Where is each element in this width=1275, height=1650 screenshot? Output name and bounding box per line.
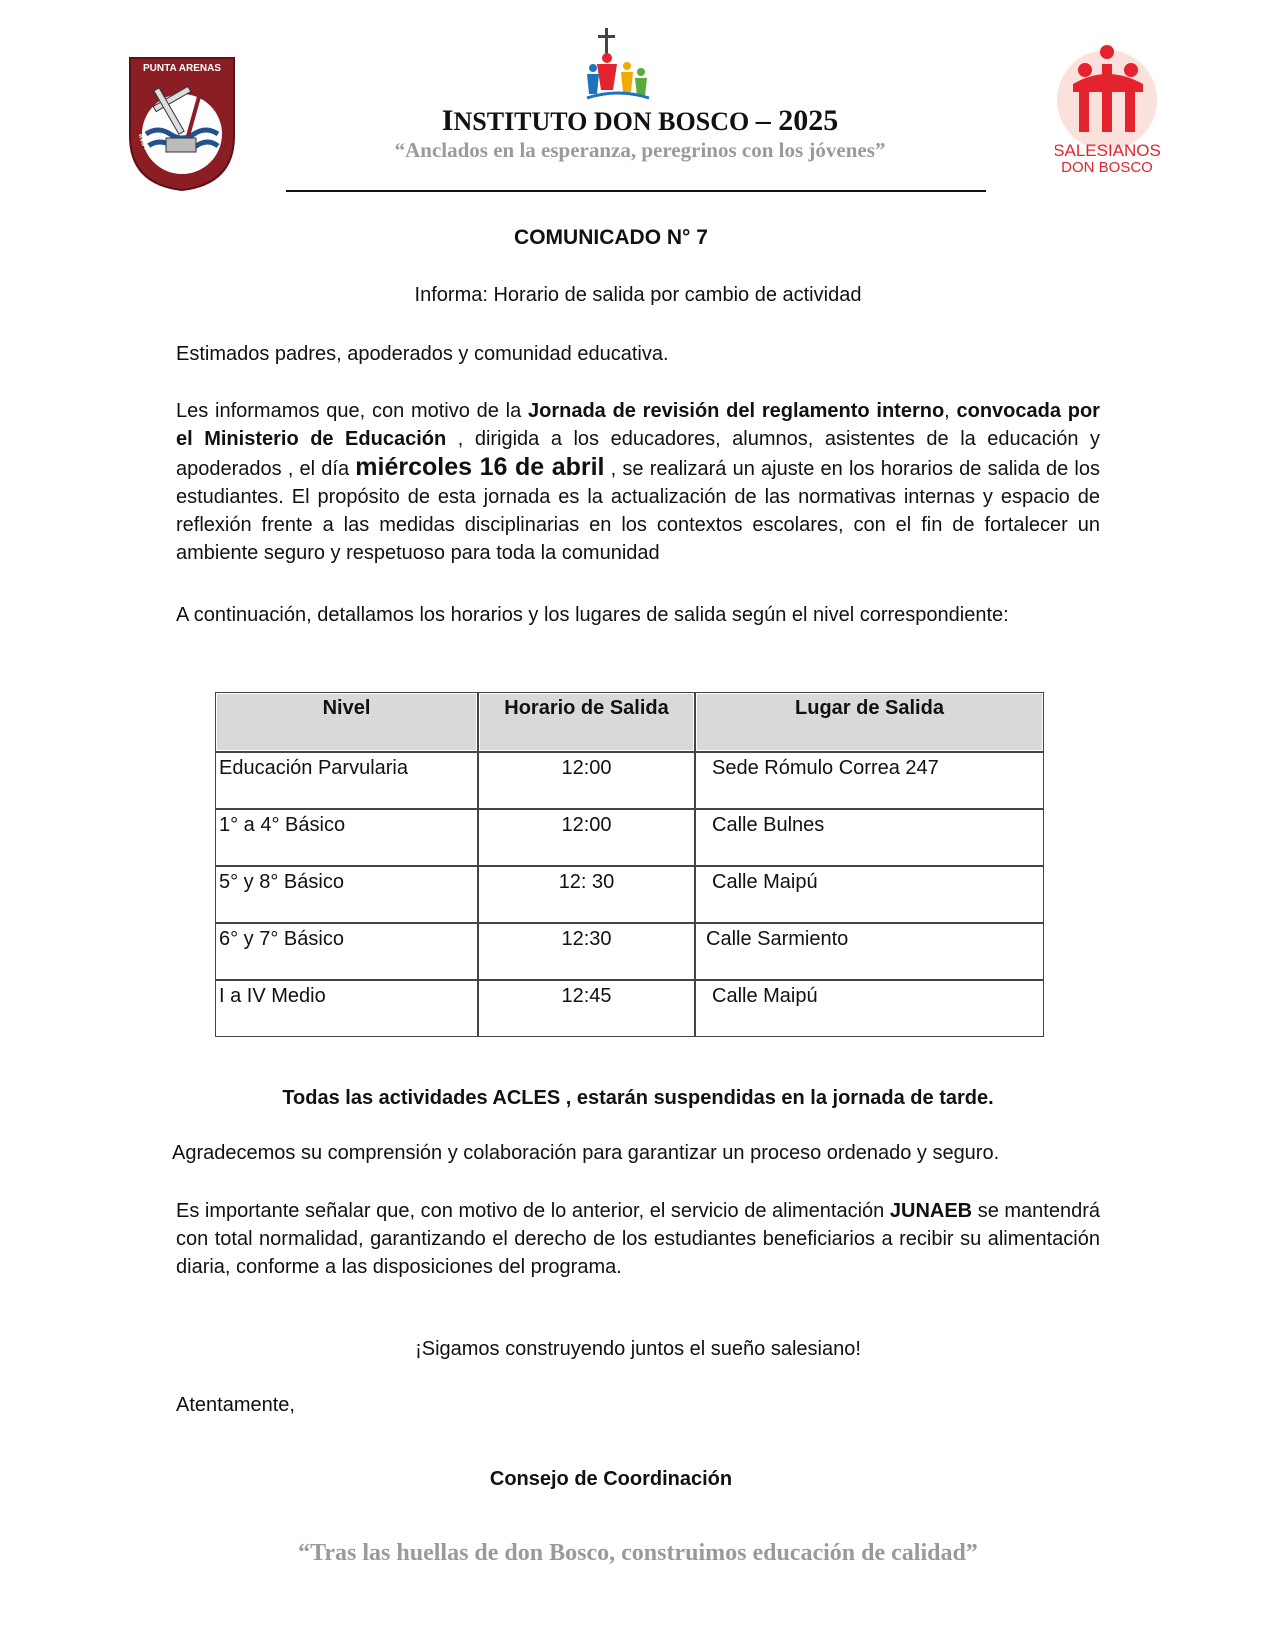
document-title: COMUNICADO N° 7 <box>514 226 708 249</box>
signature: Consejo de Coordinación <box>489 1468 733 1490</box>
cell-nivel: 5° y 8° Básico <box>215 866 478 923</box>
cell-nivel: I a IV Medio <box>215 980 478 1037</box>
cell-lugar: Calle Maipú <box>695 866 1044 923</box>
cell-lugar: Sede Rómulo Correa 247 <box>695 752 1044 809</box>
intro-paragraph: Les informamos que, con motivo de la Jornada de revisión del reglamento interno, convocada por el Ministerio de Educación , dirigida a los educadores, alumnos, asistentes de la educación y apoderados , el día miércoles 16 de abril , se realizará un ajuste en los horarios de salida de los estudiantes. El propósito de esta jornada es la actualización de las normativas internas y espacio de reflexión frente a las medidas disciplinarias en los contextos escolares, con el fin de fortalecer un ambiente seguro y respetuoso para toda la comunidad <box>176 400 1101 564</box>
cell-horario: 12: 30 <box>478 866 695 923</box>
greeting: Estimados padres, apoderados y comunidad educativa. <box>176 343 669 365</box>
school-name-heading <box>290 104 990 138</box>
thanks-paragraph: Agradecemos su comprensión y colaboración para garantizar un proceso ordenado y seguro. <box>172 1142 1000 1164</box>
cell-horario: 12:45 <box>478 980 695 1037</box>
table-row <box>215 980 1044 1037</box>
closing-phrase: ¡Sigamos construyendo juntos el sueño salesiano! <box>415 1338 861 1360</box>
header-lugar: Lugar de Salida <box>695 692 1044 752</box>
table-row <box>215 809 1044 866</box>
salesianos-text: SALESIANOS <box>1055 141 1161 160</box>
cell-nivel: 1° a 4° Básico <box>215 809 478 866</box>
jornada-bold: Jornada de revisión del reglamento interno <box>528 400 945 422</box>
exit-schedule-table <box>215 692 1044 1037</box>
school-name-initial: I <box>441 104 454 137</box>
junaeb-bold: JUNAEB <box>889 1200 973 1222</box>
school-motto: “Anclados en la esperanza, peregrinos con los jóvenes” <box>394 138 886 162</box>
junaeb-paragraph: Es importante señalar que, con motivo de lo anterior, el servicio de alimentación JUNAEB se mantendrá con total normalidad, garantizando el derecho de los estudiantes beneficiarios a recibir su alimentación diaria, conforme a las disposiciones del programa. <box>176 1200 1100 1278</box>
cell-nivel: Educación Parvularia <box>215 752 478 809</box>
school-year: – 2025 <box>755 104 839 137</box>
cell-horario: 12:00 <box>478 752 695 809</box>
header-divider <box>286 190 986 192</box>
header-horario: Horario de Salida <box>478 692 695 752</box>
date-highlight: miércoles 16 de abril <box>355 453 605 481</box>
cell-lugar: Calle Sarmiento <box>695 923 1044 980</box>
cell-nivel: 6° y 7° Básico <box>215 923 478 980</box>
sign-off: Atentamente, <box>176 1394 295 1416</box>
acles-notice: Todas las actividades ACLES , estarán suspendidas en la jornada de tarde. <box>282 1087 994 1109</box>
cell-horario: 12:00 <box>478 809 695 866</box>
cell-lugar: Calle Bulnes <box>695 809 1044 866</box>
table-row <box>215 866 1044 923</box>
school-name-rest: NSTITUTO DON BOSCO <box>453 107 750 136</box>
table-row <box>215 923 1044 980</box>
ministerio-bold: convocada por el Ministerio de Educación <box>176 400 1100 450</box>
don-bosco-text: DON BOSCO <box>1061 159 1153 176</box>
cell-lugar: Calle Maipú <box>695 980 1044 1037</box>
crest-ring-text: INSTITUTO DON BOSCO <box>136 132 214 173</box>
table-row <box>215 752 1044 809</box>
salesianos-don-bosco-logo <box>1055 44 1165 184</box>
cell-horario: 12:30 <box>478 923 695 980</box>
continuation-paragraph: A continuación, detallamos los horarios y los lugares de salida según el nivel correspondiente: <box>176 604 1009 626</box>
crest-top-text: PUNTA ARENAS <box>143 63 221 74</box>
footer-motto: “Tras las huellas de don Bosco, construimos educación de calidad” <box>298 1540 978 1566</box>
salesian-cross-logo <box>583 28 653 104</box>
header-nivel: Nivel <box>215 692 478 752</box>
table-header-row <box>215 692 1044 752</box>
instituto-don-bosco-crest-logo <box>128 56 236 192</box>
document-subtitle: Informa: Horario de salida por cambio de actividad <box>414 284 862 306</box>
